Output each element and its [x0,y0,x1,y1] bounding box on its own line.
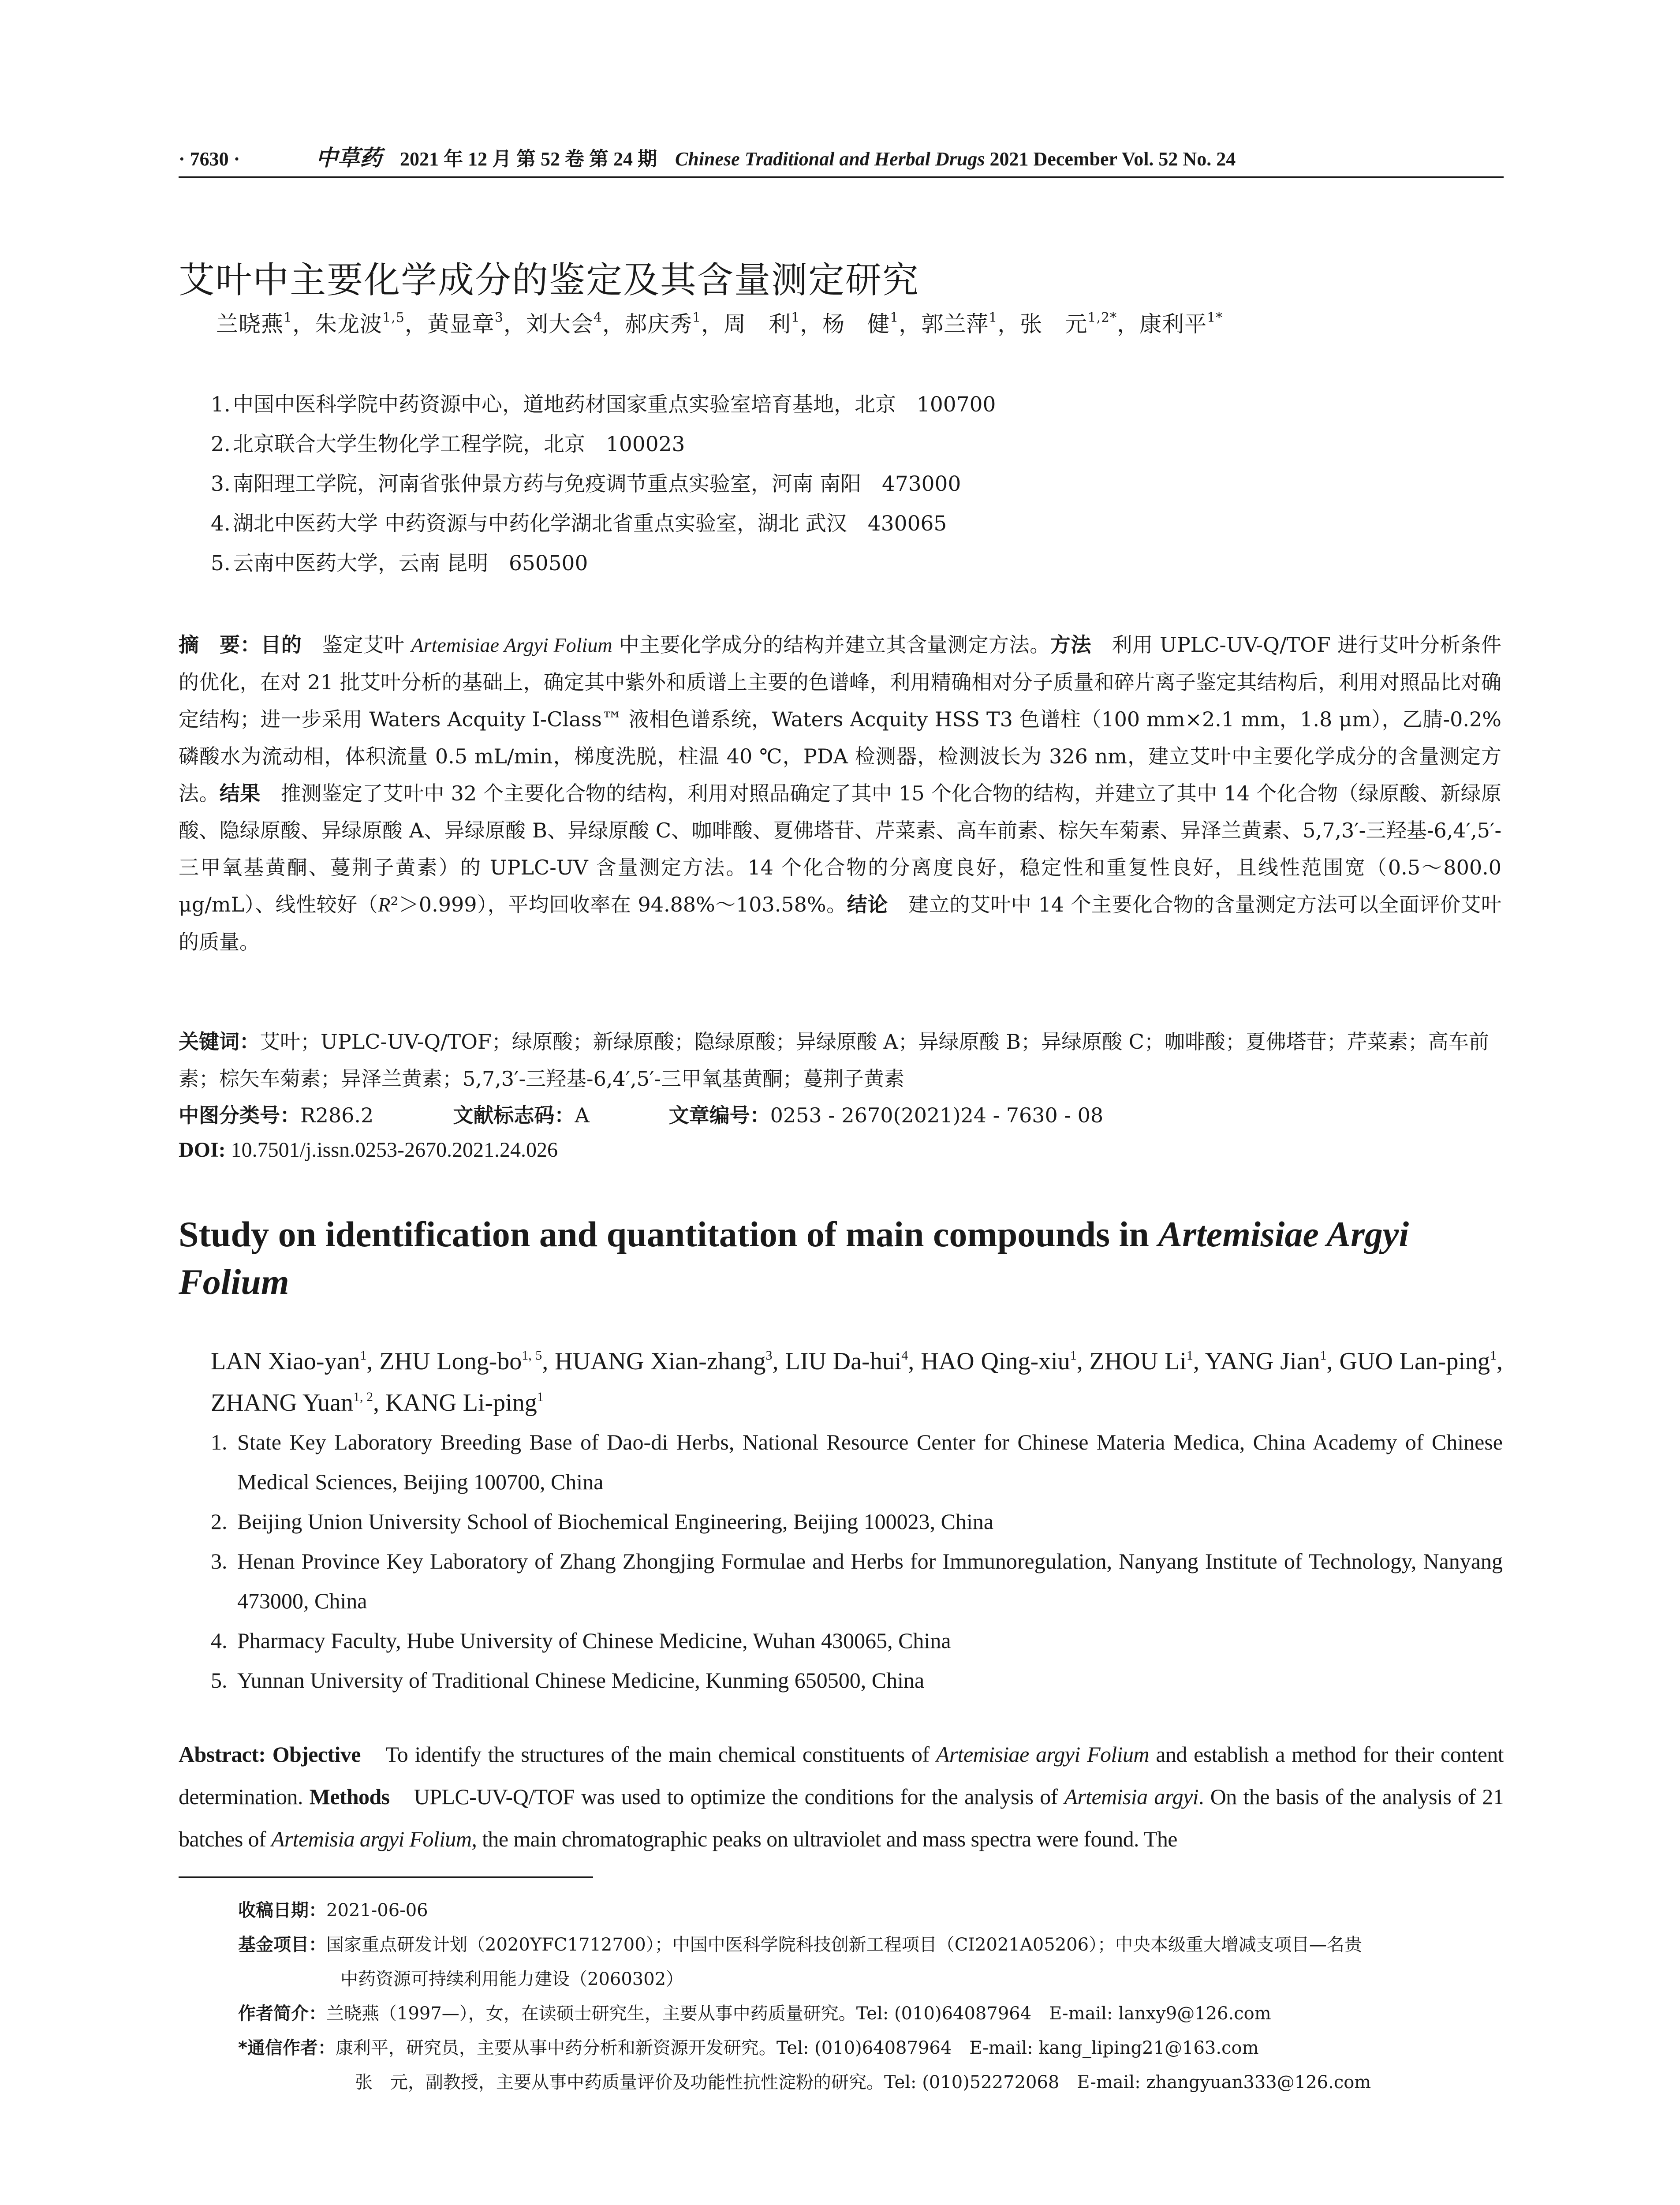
latin-name: Artemisiae argyi Folium [936,1742,1149,1767]
author-affiliation-mark: 4 [901,1348,908,1363]
article-title-en [179,1211,1506,1306]
corresponding-author [238,2034,1504,2068]
author-affiliation-mark: 1 [791,310,800,325]
article-number-label: 文章编号： [668,1103,770,1127]
results-label: 结果 [219,781,261,805]
corresponding-author-2: 张 元，副教授，主要从事中药质量评价及功能性抗性淀粉的研究。Tel: (010)52272068 E-mail: zhangyuan333@126.com [355,2072,1371,2093]
author [1205,1348,1327,1375]
affiliation-text: State Key Laboratory Breeding Base of Dao-di Herbs, National Resource Center for Chinese Materia Medica, China Academy of Chinese Medical Sciences, Beijing 100700, China [237,1430,1503,1494]
methods-text: UPLC-UV-Q/TOF was used to optimize the conditions for the analysis of [389,1784,1064,1809]
author-affiliation-mark: 1 [360,1348,367,1363]
author-affiliation-mark: 1* [1207,310,1223,325]
conclusion-text: 建立的艾叶中 14 个主要化合物的含量测定方法可以全面评价艾叶的质量。 [179,893,1502,954]
author-affiliation-mark: 1 [284,310,293,325]
author [1339,1348,1497,1375]
methods-text-mid: . On the basis of the analysis of 21 batches of [179,1784,1504,1851]
abstract-cn [179,626,1501,960]
funding-continued: 中药资源可持续利用能力建设（2060302） [340,1969,684,1989]
objective-text-end: 中主要化学成分的结构并建立其含量测定方法。 [612,633,1050,657]
author [211,1348,366,1375]
author-list-en: LAN Xiao-yan$^1$, ZHU Long-bo$^{1, 5}$, HUANG Xian-zhang$^3$, LIU Da-hui$^4$, HAO Qing-xiu$^1$, ZHOU Li$^1$, YANG Jian$^1$, GUO Lan-ping$^1$, ZHANG Yuan$^{1, 2}$, KANG Li-ping$^1$ [211,1348,1503,1416]
author-affiliation-mark: 1 [1186,1348,1193,1363]
author [1020,311,1117,337]
author-affiliation-mark: 1,2* [1087,310,1117,325]
author-list-cn: 兰晓燕$^1$，朱龙波$^{1,5}$，黄显章$^3$，刘大会$^4$，郝庆秀$^1$，周 利$^1$，杨 健$^1$，郭兰萍$^1$，张 元$^{1,2*}$，康利平$^{1*}$ [216,310,1223,337]
methods-text: 利用 UPLC-UV-Q/TOF 进行艾叶分析条件的优化，在对 21 批艾叶分析的基础上，确定其中紫外和质谱上主要的色谱峰，利用精确相对分子质量和碎片离子鉴定其结构后，利用对照品比对确定结构；进一步采用 Waters Acquity I-Class™ 液相色谱系统，Waters Acquity HSS T3 色谱柱（100 mm×2.1 mm，1.8 μm），乙腈-0.2%磷酸水为流动相，体积流量 0.5 mL/min，梯度洗脱，柱温 40 ℃，PDA 检测器，检测波长为 326 nm，建立艾叶中主要化学成分的含量测定方法。 [179,633,1502,805]
affiliation-text: Pharmacy Faculty, Hube University of Chinese Medicine, Wuhan 430065, China [237,1628,951,1653]
author [921,1348,1076,1375]
affiliation-item [211,1422,1503,1502]
author [216,311,292,337]
doi-value: 10.7501/j.issn.0253-2670.2021.24.026 [225,1138,558,1162]
author-name: HAO Qing-xiu [921,1348,1070,1375]
r-squared-symbol: R [378,893,391,916]
author-name: 康利平 [1139,311,1207,337]
classification-row [179,1099,1103,1129]
author-affiliation-mark: 3 [494,310,504,325]
abstract-objective-label: Abstract: Objective [179,1742,361,1767]
received-date [238,1896,1504,1931]
objective-text: 鉴定艾叶 [302,633,411,657]
received-label: 收稿日期： [238,1900,326,1921]
objective-label: 目的 [261,633,302,657]
results-text: 推测鉴定了艾叶中 32 个主要化合物的结构，利用对照品确定了其中 15 个化合物的结构，并建立了其中 14 个化合物（绿原酸、新绿原酸、隐绿原酸、异绿原酸 A、异绿原酸 B、异绿原酸 C、咖啡酸、夏佛塔苷、芹菜素、高车前素、棕矢车菊素、异泽兰黄素、5,7,3′-三羟基-6,4′,5′-三甲氧基黄酮、蔓荆子黄素）的 UPLC-UV 含量测定方法。14 个化合物的分离度良好，稳定性和重复性良好，且线性范围宽（0.5～800.0 μg/mL）、线性较好（ [179,781,1502,916]
author-affiliation-mark: 1 [890,310,899,325]
abstract-label: 摘 要： [179,633,261,657]
author-affiliation-mark: 1 [989,310,998,325]
received-value: 2021-06-06 [326,1900,428,1921]
author-name: 黄显章 [427,311,495,337]
author-name: LIU Da-hui [785,1348,902,1375]
funding-label: 基金项目： [238,1935,326,1955]
doc-code-value: A [575,1103,590,1127]
author-affiliation-mark: 1,5 [382,310,405,325]
affiliation-number: 3. [211,1549,228,1573]
latin-name: Artemisia argyi [1064,1784,1199,1809]
bio-label: 作者简介： [238,2003,326,2024]
funding-text: 国家重点研发计划（2020YFC1712700）；中国中医科学院科技创新工程项目（CI2021A05206）；中央本级重大增减支项目—名贵 [326,1935,1363,1955]
affiliation-text: Beijing Union University School of Biochemical Engineering, Beijing 100023, China [237,1509,994,1534]
author-name: 杨 健 [822,311,890,337]
affiliation-number: 1. [211,1430,228,1454]
doc-code-label: 文献标志码： [453,1103,575,1127]
title-latin: Artemisiae Argyi Folium [179,1214,1409,1302]
affiliation-item [211,507,996,547]
author-affiliation-mark: 1 [692,310,702,325]
author-name: GUO Lan-ping [1339,1348,1490,1375]
doi-label: DOI: [179,1138,226,1162]
author-affiliation-mark: 1 [1070,1348,1077,1363]
author [379,1348,542,1375]
author-bio [238,1999,1504,2034]
author [526,311,602,337]
author-name: 周 利 [724,311,791,337]
author-name: KANG Li-ping [385,1389,537,1416]
affiliation-text: 湖北中医药大学 中药资源与中药化学湖北省重点实验室，湖北 武汉 430065 [233,512,947,536]
affiliation-text: 南阳理工学院，河南省张仲景方药与免疫调节重点实验室，河南 南阳 473000 [233,472,961,496]
author-affiliation-mark: 1 [537,1390,544,1404]
objective-text: To identify the structures of the main chemical constituents of [360,1742,936,1767]
methods-label: 方法 [1050,633,1092,657]
affiliation-list-en [211,1422,1503,1700]
funding [238,1931,1504,1965]
author [555,1348,772,1375]
results-text-end: ²＞0.999），平均回收率在 94.88%～103.58%。 [390,893,847,916]
abstract-en [179,1733,1504,1860]
header-divider [179,176,1504,178]
affiliation-text: 云南中医药大学，云南 昆明 650500 [233,551,588,576]
affiliation-number: 4. [211,512,231,536]
affiliation-item [211,1660,1503,1700]
latin-name: Artemisiae Argyi Folium [411,634,612,656]
author-affiliation-mark: 4 [593,310,602,325]
author-affiliation-mark: 1, 5 [522,1348,542,1363]
clc-label: 中图分类号： [179,1103,300,1127]
footnote-divider [179,1876,593,1878]
journal-name-en: Chinese Traditional and Herbal Drugs [675,148,985,170]
author-name: LAN Xiao-yan [211,1348,360,1375]
author [1139,311,1223,337]
affiliation-number: 1. [211,392,231,417]
author [625,311,701,337]
affiliation-text: Henan Province Key Laboratory of Zhang Zhongjing Formulae and Herbs for Immunoregulation, Nanyang Institute of Technology, Nanyang 473000, China [237,1549,1503,1613]
methods-label: Methods [309,1784,390,1809]
clc-value: R286.2 [300,1103,374,1127]
affiliation-item [211,1621,1503,1660]
author-name: 郝庆秀 [625,311,692,337]
author-name: YANG Jian [1205,1348,1320,1375]
author [822,311,899,337]
affiliation-number: 2. [211,432,231,456]
author [1090,1348,1193,1375]
author [921,311,997,337]
keywords-label: 关键词： [179,1030,260,1054]
journal-name-cn: 中草药 [316,145,382,171]
author [724,311,800,337]
conclusion-label: 结论 [847,893,888,916]
affiliation-list-cn [211,388,996,587]
affiliation-number: 2. [211,1509,228,1534]
page-number: · 7630 · [179,148,240,170]
author-name: HUANG Xian-zhang [555,1348,766,1375]
affiliation-item [211,1502,1503,1541]
affiliation-item [211,428,996,467]
author [385,1389,544,1416]
corresponding-label: *通信作者： [238,2038,336,2058]
affiliation-item [211,388,996,428]
author-name: 张 元 [1020,311,1088,337]
affiliation-number: 5. [211,1668,228,1693]
author [785,1348,908,1375]
author [315,311,405,337]
affiliation-number: 5. [211,551,231,576]
author-name: ZHOU Li [1089,1348,1187,1375]
corresponding-text: 康利平，研究员，主要从事中药分析和新资源开发研究。Tel: (010)64087964 E-mail: kang_liping21@163.com [335,2038,1259,2058]
affiliation-item [211,1541,1503,1621]
author-affiliation-mark: 1 [1320,1348,1327,1363]
article-number-value: 0253 - 2670(2021)24 - 7630 - 08 [770,1103,1104,1127]
author-name: 郭兰萍 [921,311,989,337]
author-affiliation-mark: 3 [765,1348,773,1363]
bio-text: 兰晓燕（1997—），女，在读硕士研究生，主要从事中药质量研究。Tel: (010)64087964 E-mail: lanxy9@126.com [326,2003,1271,2024]
objective-text-end: and establish a method for their content determination. [179,1742,1504,1809]
running-header [179,140,1501,172]
affiliation-number: 3. [211,472,231,496]
latin-name: Artemisia argyi Folium [271,1827,472,1851]
footnotes [238,1896,1504,2103]
issue-info-en: 2021 December Vol. 52 No. 24 [985,148,1236,170]
affiliation-item [211,547,996,587]
author-name: ZHU Long-bo [379,1348,522,1375]
author-name: 刘大会 [526,311,594,337]
article-title-cn: 艾叶中主要化学成分的鉴定及其含量测定研究 [179,259,920,301]
author-affiliation-mark: 1, 2 [353,1390,373,1404]
methods-text-end: , the main chromatographic peaks on ultraviolet and mass spectra were found. The [471,1827,1177,1851]
author-name: ZHANG Yuan [211,1389,353,1416]
keywords-text: 艾叶；UPLC-UV-Q/TOF；绿原酸；新绿原酸；隐绿原酸；异绿原酸 A；异绿原酸 B；异绿原酸 C；咖啡酸；夏佛塔苷；芹菜素；高车前素；棕矢车菊素；异泽兰黄素；5,7,3′-三羟基-6,4′,5′-三甲氧基黄酮；蔓荆子黄素 [179,1030,1489,1091]
author [211,1389,373,1416]
author-name: 兰晓燕 [216,311,284,337]
author-name: 朱龙波 [315,311,383,337]
affiliation-item [211,467,996,507]
title-text: Study on identification and quantitation of main compounds in [179,1214,1158,1254]
affiliation-text: Yunnan University of Traditional Chinese Medicine, Kunming 650500, China [237,1668,925,1693]
doi-row [179,1138,558,1162]
affiliation-text: 北京联合大学生物化学工程学院，北京 100023 [233,432,685,456]
author [427,311,504,337]
issue-info-cn: 2021 年 12 月 第 52 卷 第 24 期 [400,148,657,170]
keywords-cn [179,1023,1501,1097]
author-affiliation-mark: 1 [1490,1348,1497,1363]
affiliation-text: 中国中医科学院中药资源中心，道地药材国家重点实验室培育基地，北京 100700 [233,392,996,417]
affiliation-number: 4. [211,1628,228,1653]
